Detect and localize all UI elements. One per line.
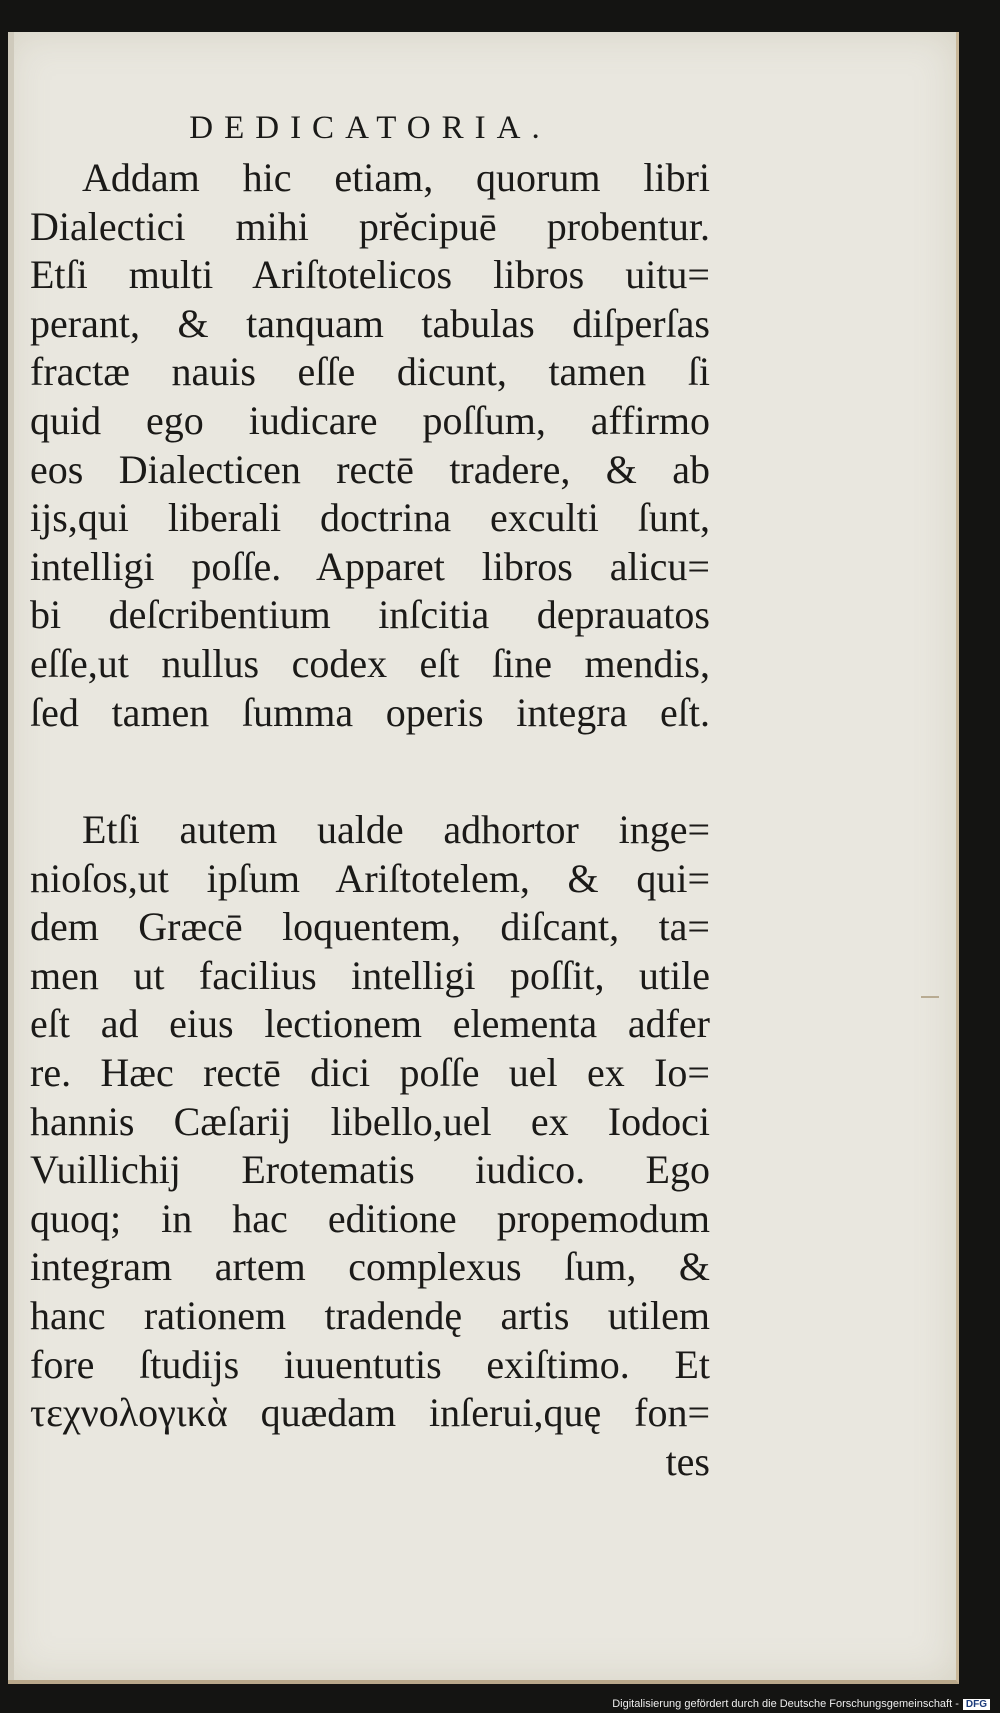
page-mark — [921, 996, 939, 998]
text-line: fractæ nauis eſſe dicunt, tamen ſi — [30, 349, 710, 395]
text-line: eſſe,ut nullus codex eſt ſine mendis, — [30, 640, 710, 686]
text-line: ſed tamen ſumma operis integra eſt. — [30, 689, 710, 735]
text-line: Dialectici mihi prĕcipuē probentur. — [30, 203, 710, 249]
text-line: τεχνολογικὰ quædam inſerui,quę fon= — [30, 1390, 710, 1436]
digitization-credit — [612, 1698, 990, 1710]
text-line: ijs,qui liberali doctrina exculti ſunt, — [30, 495, 710, 541]
text-line: re. Hæc rectē dici poſſe uel ex Io= — [30, 1049, 710, 1095]
paragraph-2 — [30, 806, 710, 1486]
text-line: perant, & tanquam tabulas diſperſas — [30, 300, 710, 346]
catchword: tes — [665, 1438, 710, 1484]
text-line: hanc rationem tradendę artis utilem — [30, 1292, 710, 1338]
text-line: quoq; in hac editione propemodum — [30, 1195, 710, 1241]
dfg-logo: DFG — [963, 1699, 990, 1710]
text-line: men ut facilius intelligi poſſit, utile — [30, 952, 710, 998]
text-line: integram artem complexus ſum, & — [30, 1244, 710, 1290]
text-line: Addam hic etiam, quorum libri — [82, 155, 710, 200]
text-line: intelligi poſſe. Apparet libros alicu= — [30, 543, 710, 589]
page-edge — [8, 32, 14, 1680]
running-header: DEDICATORIA. — [189, 110, 551, 146]
text-line: eos Dialecticen rectē tradere, & ab — [30, 446, 710, 492]
text-line: Vuillichij Erotematis iudico. Ego — [30, 1147, 710, 1193]
text-line: Etſi multi Ariſtotelicos libros uitu= — [30, 252, 710, 298]
text-line: bi deſcribentium inſcitia deprauatos — [30, 592, 710, 638]
text-line: quid ego iudicare poſſum, affirmo — [30, 397, 710, 443]
paragraph-1 — [30, 154, 710, 737]
text-line: nioſos,ut ipſum Ariſtotelem, & qui= — [30, 855, 710, 901]
text-line: Etſi autem ualde adhortor inge= — [82, 807, 710, 852]
text-line: fore ſtudijs iuuentutis exiſtimo. Et — [30, 1341, 710, 1387]
text-line: hannis Cæſarij libello,uel ex Iodoci — [30, 1098, 710, 1144]
text-line: eſt ad eius lectionem elementa adfer — [30, 1001, 710, 1047]
credit-text: Digitalisierung gefördert durch die Deutsche Forschungsgemeinschaft - — [612, 1698, 959, 1710]
text-line: dem Græcē loquentem, diſcant, ta= — [30, 904, 710, 950]
